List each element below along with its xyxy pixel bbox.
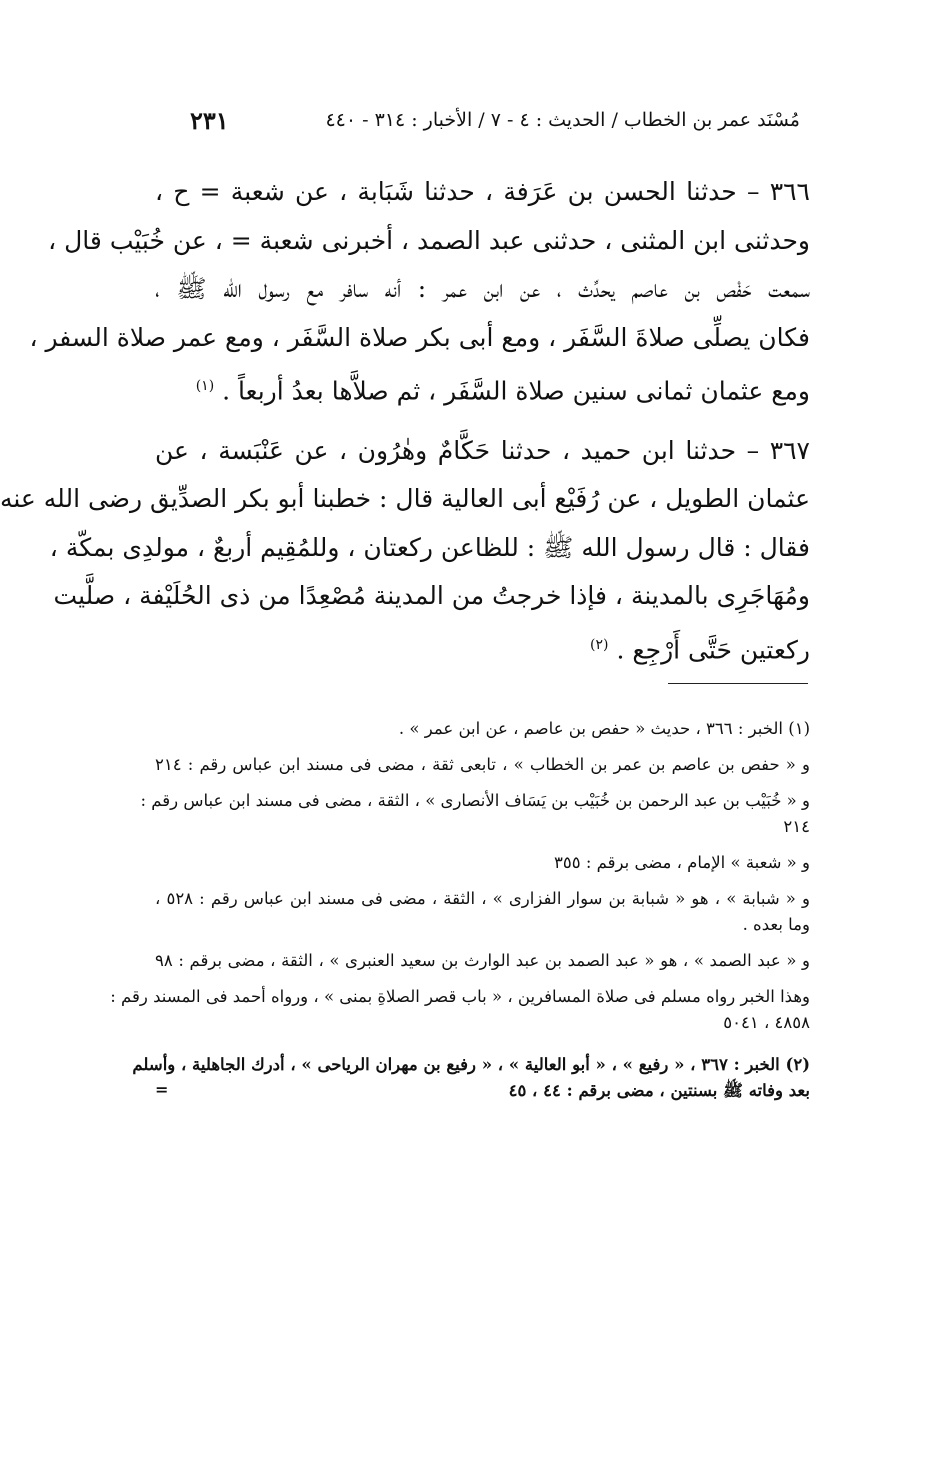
text-line: فقال : قال رسول الله ﷺ : للظاعن ركعتان ، وللمُقِيم أربعٌ ، مولدِى بمكّة ، xyxy=(49,532,810,562)
text-line-content: ركعتين حَتَّى أَرْجِع . xyxy=(616,634,810,664)
footnote-line: و « شعبة » الإمام ، مضى برقم : ٣٥٥ xyxy=(554,853,810,872)
hadith-367 xyxy=(0,427,810,670)
footnote-line: و « عبد الصمد » ، هو « عبد الصمد بن عبد الوارث بن سعيد العنبرى » ، الثقة ، مضى برقم : ٩٨ xyxy=(155,951,810,970)
text-line-content: ومع عثمان ثمانى سنين صلاة السَّفَر ، ثم صلاَّها بعدُ أربعاً . xyxy=(222,376,810,406)
footnote-line: و « حفص بن عاصم بن عمر بن الخطاب » ، تابعى ثقة ، مضى فى مسند ابن عباس رقم : ٢١٤ xyxy=(155,755,810,774)
footnote-last-row xyxy=(155,1080,810,1106)
text-line: ٣٦٧ – حدثنا ابن حميد ، حدثنا حَكَّامٌ وهٰرُون ، عن عَنْبَسة ، عن xyxy=(155,435,810,465)
text-line: ومُهَاجَرِى بالمدينة ، فإذا خرجتُ من المدينة مُصْعِدًا من ذى الحُلَيْفة ، صلَّيت xyxy=(53,581,810,610)
footnote-1 xyxy=(110,718,810,1034)
footnote-line: (٢) الخبر : ٣٦٧ ، « رفيع » ، « أبو العالية » ، « رفيع بن مهران الرياحى » ، أدرك الجاهلية ، وأسلم xyxy=(132,1055,810,1074)
footnote-line: و « خُبَيْب بن عبد الرحمن بن خُبَيْب بن يَسَاف الأنصارى » ، الثقة ، مضى فى مسند ابن عباس رقم : xyxy=(140,791,810,810)
footnote-ref: (٢) xyxy=(590,636,609,653)
footnote-line: وهذا الخبر رواه مسلم فى صلاة المسافرين ، « باب قصر الصلاةِ بمنى » ، ورواه أحمد فى المسند رقم : xyxy=(110,987,810,1006)
page-header xyxy=(190,100,800,140)
hadith-366 xyxy=(29,168,810,411)
running-title: مُسْنَد عمر بن الخطاب / الحديث : ٤ - ٧ / الأخبار : ٣١٤ - ٤٤٠ xyxy=(325,109,800,131)
text-line xyxy=(155,621,810,670)
footnote-ref: (١) xyxy=(195,378,215,394)
main-text xyxy=(0,168,810,685)
continuation-mark: = xyxy=(155,1080,169,1099)
text-line: وحدثنى ابن المثنى ، حدثنى عبد الصمد ، أخبرنى شعبة = ، عن خُبَيْب قال ، xyxy=(48,225,810,255)
footnote-line: ٢١٤ xyxy=(783,817,810,836)
footnote-line: و « شبابة » ، هو « شبابة بن سوار الفزارى » ، الثقة ، مضى فى مسند ابن عباس رقم : ٥٢٨ ، xyxy=(155,889,810,908)
footnote-line: وما بعده . xyxy=(742,915,810,934)
footnote-line: بعد وفاته ﷺ بسنتين ، مضى برقم : ٤٤ ، ٤٥ xyxy=(508,1081,810,1100)
footnote-line: (١) الخبر : ٣٦٦ ، حديث « حفص بن عاصم ، عن ابن عمر » . xyxy=(398,719,810,738)
footnotes xyxy=(110,718,810,1106)
page-number: ٢٣١ xyxy=(190,105,229,135)
text-line: ٣٦٦ – حدثنا الحسن بن عَرَفة ، حدثنا شَبَابة ، عن شعبة = ح ، xyxy=(155,177,810,206)
text-line: سمعت حَفْص بن عاصم يحدِّث ، عن ابن عمر : أنه سافر مع رسول الله ﷺ ، xyxy=(155,274,810,303)
text-line: عثمان الطويل ، عن رُفَيْع أبى العالية قال : خطبنا أبو بكر الصدِّيق رضى الله عنه xyxy=(0,484,810,513)
footnote-line: ٤٨٥٨ ، ٥٠٤١ xyxy=(723,1013,810,1032)
text-line: فكان يصلِّى صلاةَ السَّفَر ، ومع أبى بكر صلاة السَّفَر ، ومع عمر صلاة السفر ، xyxy=(29,322,810,352)
footnote-separator xyxy=(668,683,808,684)
text-line xyxy=(155,362,810,411)
footnote-2 xyxy=(132,1054,810,1106)
